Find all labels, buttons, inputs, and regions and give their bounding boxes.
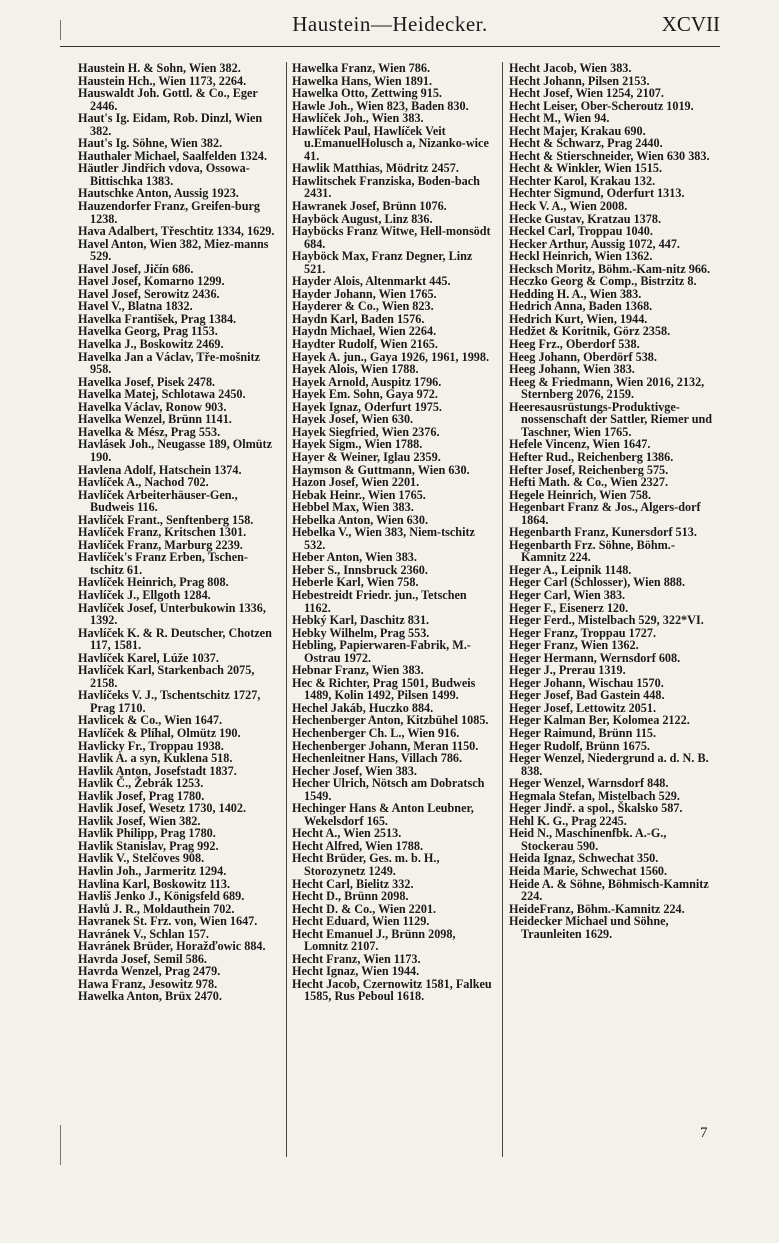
directory-entry: Havelka Jan a Václav, Tře-mošnitz 958. [78, 349, 261, 377]
directory-entry: Hecker Arthur, Aussig 1072, 447. [509, 236, 680, 251]
directory-entry: Hauswaldt Joh. Gottl. & Co., Eger 2446. [78, 86, 258, 113]
directory-entry: Hayder Alois, Altenmarkt 445. [292, 274, 451, 289]
directory-entry: Hefter Josef, Reichenberg 575. [509, 462, 669, 477]
directory-entry: Havlena Adolf, Hatschein 1374. [78, 462, 242, 477]
directory-entry: Hechter Sigmund, Oderfurt 1313. [509, 186, 685, 201]
directory-entry: Hayek Alois, Wien 1788. [292, 362, 419, 377]
directory-entry: Havlíček A., Nachod 702. [78, 475, 209, 490]
directory-entry: Haut's Ig. Eidam, Rob. Dinzl, Wien 382. [78, 111, 263, 138]
directory-entry: Haydn Michael, Wien 2264. [292, 324, 437, 339]
directory-entry: Havlíček's Franz Erben, Tschen-tschitz 61. [78, 550, 248, 577]
directory-entry: Hebnar Franz, Wien 383. [292, 663, 424, 678]
directory-entry: Havránek V., Schlan 157. [78, 926, 209, 941]
directory-entry: Heger Josef, Lettowitz 2051. [509, 700, 656, 715]
directory-entry: Havelka Josef, Pisek 2478. [78, 374, 216, 389]
directory-entry: Hawlik Matthias, Mödritz 2457. [292, 161, 459, 176]
directory-entry: Hayderer & Co., Wien 823. [292, 299, 434, 314]
directory-entry: Haustein Hch., Wien 1173, 2264. [78, 73, 247, 88]
directory-entry: Heger F., Eisenerz 120. [509, 600, 629, 615]
directory-entry: Hedrich Kurt, Wien, 1944. [509, 311, 648, 326]
directory-entry: Havelka František, Prag 1384. [78, 311, 237, 326]
directory-entry: Havlíček Josef, Unterbukowin 1336, 1392. [78, 600, 266, 628]
directory-entry: Hawelka Franz, Wien 786. [292, 61, 431, 75]
directory-entry: Hayböck Max, Franz Degner, Linz 521. [292, 249, 473, 276]
directory-entry: Heber S., Innsbruck 2360. [292, 562, 428, 577]
directory-entry: Heger Carl (Schlosser), Wien 888. [509, 575, 686, 590]
directory-entry: Havlíček J., Ellgoth 1284. [78, 587, 211, 602]
directory-entry: Hedrich Anna, Baden 1368. [509, 299, 653, 314]
directory-entry: Heger Wenzel, Niedergrund a. d. N. B. 838. [509, 751, 709, 778]
directory-entry: Havlicky Fr., Troppau 1938. [78, 738, 224, 753]
directory-entry: Havlik Josef, Wesetz 1730, 1402. [78, 801, 247, 816]
directory-entry: Heger Franz, Wien 1362. [509, 638, 639, 653]
page-number: XCVII [661, 12, 720, 36]
directory-entry: Havlin Joh., Jarmeritz 1294. [78, 864, 227, 878]
directory-entry: Hebky Wilhelm, Prag 553. [292, 625, 430, 640]
directory-entry: Hebak Heinr., Wien 1765. [292, 487, 426, 502]
directory-entry: Havlik A. a syn, Kuklena 518. [78, 751, 233, 766]
directory-entry: Hayek A. jun., Gaya 1926, 1961, 1998. [292, 349, 490, 364]
directory-entry: Hecht Ignaz, Wien 1944. [292, 964, 420, 979]
directory-entry: Hayder Johann, Wien 1765. [292, 286, 437, 301]
directory-entry: Havlíček & Plíhal, Olmütz 190. [78, 725, 241, 740]
directory-entry: Heger Jindř. a spol., Škalsko 587. [509, 801, 683, 816]
directory-entry: Hecht M., Wien 94. [509, 111, 610, 126]
directory-entry: Hecher Ulrich, Nötsch am Dobratsch 1549. [292, 776, 485, 803]
directory-entry: Hecht D. & Co., Wien 2201. [292, 901, 437, 916]
directory-entry: Hec & Richter, Prag 1501, Budweis 1489, Kolin 1492, Pilsen 1499. [292, 675, 476, 703]
directory-entry: Havrda Wenzel, Prag 2479. [78, 964, 221, 979]
directory-column-left [78, 62, 280, 1155]
directory-entry: Havelka Wenzel, Brünn 1141. [78, 412, 232, 427]
directory-entry: Havlicek & Co., Wien 1647. [78, 713, 223, 728]
directory-entry: Havlik Philipp, Prag 1780. [78, 826, 216, 841]
directory-entry: Hebký Karl, Daschitz 831. [292, 613, 430, 628]
directory-entry: Heger Wenzel, Warnsdorf 848. [509, 776, 669, 791]
directory-entry: Hechenleitner Hans, Villach 786. [292, 751, 463, 766]
directory-entry: Heger Carl, Wien 383. [509, 587, 626, 602]
directory-entry: Hechenberger Johann, Meran 1150. [292, 738, 479, 753]
directory-entry: Haut's Ig. Söhne, Wien 382. [78, 136, 223, 151]
directory-entry: Havlíček Frant., Senftenberg 158. [78, 512, 254, 527]
left-edge-mark-bottom [60, 1125, 61, 1165]
directory-entry: Heckel Carl, Troppau 1040. [509, 224, 653, 239]
directory-entry: Havlů J. R., Moldauthein 702. [78, 901, 235, 916]
directory-entry: Havlásek Joh., Neugasse 189, Olmütz 190. [78, 437, 272, 464]
header-divider [60, 46, 720, 47]
directory-entry: Haymson & Guttmann, Wien 630. [292, 462, 470, 477]
directory-entry: Hehl K. G., Prag 2245. [509, 813, 627, 828]
directory-entry: Havránek Brüder, Horažďowic 884. [78, 939, 266, 954]
directory-entry: Hecht Eduard, Wien 1129. [292, 914, 430, 929]
directory-entry: Hautschke Anton, Aussig 1923. [78, 186, 239, 201]
directory-entry: Hegenbarth Frz. Söhne, Böhm.-Kamnitz 224. [509, 537, 675, 565]
directory-entry: Heger A., Leipnik 1148. [509, 562, 632, 577]
directory-entry: Havlíček Heinrich, Prag 808. [78, 575, 229, 590]
directory-entry: Hecher Josef, Wien 383. [292, 763, 417, 778]
directory-entry: Havel Anton, Wien 382, Miez-manns 529. [78, 236, 269, 264]
directory-entry: Heeresausrüstungs-Produktivge-nossenschaft der Sattler, Riemer und Taschner, Wien 1765. [509, 399, 713, 439]
column-divider [502, 62, 503, 1157]
directory-entry: Hecht A., Wien 2513. [292, 826, 402, 841]
directory-entry: Heger Rudolf, Brünn 1675. [509, 738, 650, 753]
directory-entry: Hegenbart Franz & Jos., Algers-dorf 1864. [509, 500, 701, 527]
directory-entry: Hecht Carl, Bielitz 332. [292, 876, 414, 891]
directory-entry: Havrda Josef, Semil 586. [78, 951, 207, 966]
directory-entry: Hecht Jacob, Wien 383. [509, 61, 632, 75]
directory-entry: Havlíček Franz, Kritschen 1301. [78, 525, 247, 540]
directory-entry: Hedžet & Koritnik, Görz 2358. [509, 324, 671, 339]
directory-entry: Hechel Jakáb, Huczko 884. [292, 700, 434, 715]
directory-entry: Heida Marie, Schwechat 1560. [509, 864, 668, 878]
footer-signature-number: 7 [700, 1125, 708, 1141]
directory-entry: Hecht D., Brünn 2098. [292, 889, 409, 904]
directory-entry: Hecht Leiser, Ober-Scheroutz 1019. [509, 98, 694, 113]
directory-entry: Hayek Em. Sohn, Gaya 972. [292, 387, 438, 402]
directory-entry: Hecht Majer, Krakau 690. [509, 123, 646, 138]
directory-entry: Hawle Joh., Wien 823, Baden 830. [292, 98, 469, 113]
directory-entry: Heeg Johann, Wien 383. [509, 362, 635, 377]
directory-column-right [509, 62, 716, 1155]
directory-entry: Heeg & Friedmann, Wien 2016, 2132, Sternberg 2076, 2159. [509, 374, 705, 402]
directory-entry: Hauthaler Michael, Saalfelden 1324. [78, 148, 268, 163]
directory-entry: Hecht Franz, Wien 1173. [292, 951, 421, 966]
directory-entry: Hecht Jacob, Czernowitz 1581, Falkeu 1585, Rus Peboul 1618. [292, 976, 492, 1004]
directory-entry: Hayböck August, Linz 836. [292, 211, 433, 226]
directory-entry: Hawlíček Joh., Wien 383. [292, 111, 424, 126]
directory-entry: Heger Johann, Wischau 1570. [509, 675, 664, 690]
directory-entry: Hecksch Moritz, Böhm.-Kam-nitz 966. [509, 261, 711, 276]
directory-entry: Hayek Arnold, Auspitz 1796. [292, 374, 442, 389]
directory-entry: Havelka J., Boskowitz 2469. [78, 337, 224, 352]
directory-entry: Havlik Anton, Josefstadt 1837. [78, 763, 237, 778]
directory-entry: Hedding H. A., Wien 383. [509, 286, 642, 301]
directory-entry: Hecht Johann, Pilsen 2153. [509, 73, 650, 88]
directory-entry: Havlik Č., Žebrák 1253. [78, 776, 204, 791]
directory-entry: Havlíček K. & R. Deutscher, Chotzen 117, 1581. [78, 625, 272, 653]
directory-entry: Hegele Heinrich, Wien 758. [509, 487, 652, 502]
directory-entry: Haustein H. & Sohn, Wien 382. [78, 61, 241, 75]
directory-entry: Heidecker Michael und Söhne, Traunleiten 1629. [509, 914, 669, 941]
directory-entry: Hawlitschek Franziska, Boden-bach 2431. [292, 173, 480, 201]
directory-entry: Havlíček Karl, Starkenbach 2075, 2158. [78, 663, 255, 690]
directory-entry: Hayek Josef, Wien 630. [292, 412, 414, 427]
directory-entry: Havliš Jenko J., Königsfeld 689. [78, 889, 245, 904]
directory-entry: Heck V. A., Wien 2008. [509, 199, 628, 214]
directory-entry: Havlik Stanislav, Prag 992. [78, 838, 219, 853]
directory-entry: Heger Josef, Bad Gastein 448. [509, 688, 665, 703]
directory-entry: Hawlíček Paul, Hawlíček Veit u.EmanuelHolusch a, Nizanko-wice 41. [292, 123, 489, 163]
directory-entry: Havlina Karl, Boskowitz 113. [78, 876, 231, 891]
directory-entry: Hefter Rud., Reichenberg 1386. [509, 449, 674, 464]
directory-entry: Heger Raimund, Brünn 115. [509, 725, 657, 740]
directory-entry: Havelka Georg, Prag 1153. [78, 324, 218, 339]
directory-entry: Heckl Heinrich, Wien 1362. [509, 249, 653, 264]
directory-entry: Hawranek Josef, Brünn 1076. [292, 199, 447, 214]
directory-entry: Havelka & Mész, Prag 553. [78, 424, 221, 439]
directory-entry: Hechter Karol, Krakau 132. [509, 173, 656, 188]
directory-entry: Havlíček Arbeiterhäuser-Gen., Budweis 116. [78, 487, 238, 515]
directory-entry: Hecht Josef, Wien 1254, 2107. [509, 86, 664, 101]
directory-entry: Heid N., Maschinenfbk. A.-G., Stockerau 590. [509, 826, 667, 853]
directory-entry: Hazon Josef, Wien 2201. [292, 475, 420, 490]
directory-entry: Hecke Gustav, Kratzau 1378. [509, 211, 661, 226]
directory-entry: Hechenberger Ch. L., Wien 916. [292, 725, 460, 740]
directory-entry: Heide A. & Söhne, Böhmisch-Kamnitz 224. [509, 876, 709, 904]
page-header [60, 8, 720, 46]
directory-entry: Hebbel Max, Wien 383. [292, 500, 414, 515]
directory-entry: Hebling, Papierwaren-Fabrik, M.-Ostrau 1972. [292, 638, 471, 665]
directory-entry: Hecht & Schwarz, Prag 2440. [509, 136, 663, 151]
directory-entry: HeideFranz, Böhm.-Kamnitz 224. [509, 901, 685, 916]
directory-entry: Hebestreidt Friedr. jun., Tetschen 1162. [292, 587, 467, 615]
directory-entry: Havranek St. Frz. von, Wien 1647. [78, 914, 258, 929]
directory-entry: Hayböcks Franz Witwe, Hell-monsödt 684. [292, 224, 491, 251]
page-title: Haustein—Heidecker. [292, 12, 488, 36]
directory-entry: Haydn Karl, Baden 1576. [292, 311, 425, 326]
directory-entry: Häutler Jindřich vdova, Ossowa-Bittischka 1383. [78, 161, 250, 188]
directory-entry: Hebelka V., Wien 383, Niem-tschitz 532. [292, 525, 475, 552]
directory-entry: Hawa Franz, Jesowitz 978. [78, 976, 218, 991]
directory-entry: Hegenbarth Franz, Kunersdorf 513. [509, 525, 697, 540]
directory-column-middle [292, 62, 496, 1155]
directory-entry: Hegmala Stefan, Mistelbach 529. [509, 788, 680, 803]
directory-entry: Heczko Georg & Comp., Bistrzitz 8. [509, 274, 697, 289]
directory-entry: Hayer & Weiner, Iglau 2359. [292, 449, 441, 464]
directory-entry: Havel Josef, Jičín 686. [78, 261, 194, 276]
directory-entry: Hefti Math. & Co., Wien 2327. [509, 475, 668, 490]
directory-entry: Hecht & Winkler, Wien 1515. [509, 161, 663, 176]
directory-entry: Hayek Ignaz, Oderfurt 1975. [292, 399, 442, 414]
directory-entry: Havel Josef, Serowitz 2436. [78, 286, 220, 301]
directory-entry: Hecht Alfred, Wien 1788. [292, 838, 424, 853]
directory-entry: Havlik Josef, Wien 382. [78, 813, 201, 828]
directory-entry: Heger Kalman Ber, Kolomea 2122. [509, 713, 690, 728]
directory-entry: Heeg Frz., Oberdorf 538. [509, 337, 640, 352]
directory-entry: Heeg Johann, Oberdörf 538. [509, 349, 657, 364]
directory-entry: Hecht Emanuel J., Brünn 2098, Lomnitz 2107. [292, 926, 456, 954]
directory-entry: Hauzendorfer Franz, Greifen-burg 1238. [78, 199, 260, 226]
directory-entry: Hechinger Hans & Anton Leubner, Wekelsdorf 165. [292, 801, 474, 828]
directory-entry: Havlik V., Stelčoves 908. [78, 851, 205, 866]
column-divider [286, 62, 287, 1157]
directory-entry: Havlíček Karel, Lúže 1037. [78, 650, 219, 665]
directory-entry: Haydter Rudolf, Wien 2165. [292, 337, 438, 352]
directory-entry: Hawelka Anton, Brüx 2470. [78, 989, 222, 1004]
directory-entry: Heber Anton, Wien 383. [292, 550, 417, 565]
directory-entry: Heida Ignaz, Schwechat 350. [509, 851, 659, 866]
directory-entry: Heberle Karl, Wien 758. [292, 575, 419, 590]
directory-entry: Hebelka Anton, Wien 630. [292, 512, 429, 527]
directory-entry: Havel V., Blatna 1832. [78, 299, 193, 314]
directory-entry: Hecht Brüder, Ges. m. b. H., Storozynetz 1249. [292, 851, 440, 878]
directory-entry: Hayek Sigm., Wien 1788. [292, 437, 423, 452]
directory-entry: Hecht & Stierschneider, Wien 630 383. [509, 148, 710, 163]
directory-entry: Hava Adalbert, Třeschtitz 1334, 1629. [78, 224, 275, 239]
directory-entry: Havelka Václav, Ronow 903. [78, 399, 227, 414]
left-edge-mark [60, 20, 61, 40]
directory-entry: Havlíčeks V. J., Tschentschitz 1727, Prag 1710. [78, 688, 261, 715]
directory-entry: Heger Franz, Troppau 1727. [509, 625, 657, 640]
directory-entry: Havel Josef, Komarno 1299. [78, 274, 225, 289]
directory-entry: Hechenberger Anton, Kitzbühel 1085. [292, 713, 489, 728]
directory-entry: Hefele Vincenz, Wien 1647. [509, 437, 651, 452]
directory-entry: Havelka Matej, Schlotawa 2450. [78, 387, 246, 402]
directory-entry: Hawelka Otto, Zettwing 915. [292, 86, 442, 101]
directory-entry: Heger Hermann, Wernsdorf 608. [509, 650, 681, 665]
directory-entry: Havlik Josef, Prag 1780. [78, 788, 205, 803]
directory-entry: Heger Ferd., Mistelbach 529, 322*VI. [509, 613, 704, 628]
directory-entry: Hayek Siegfried, Wien 2376. [292, 424, 440, 439]
directory-entry: Heger J., Prerau 1319. [509, 663, 626, 678]
directory-entry: Havlíček Franz, Marburg 2239. [78, 537, 243, 552]
directory-entry: Hawelka Hans, Wien 1891. [292, 73, 433, 88]
